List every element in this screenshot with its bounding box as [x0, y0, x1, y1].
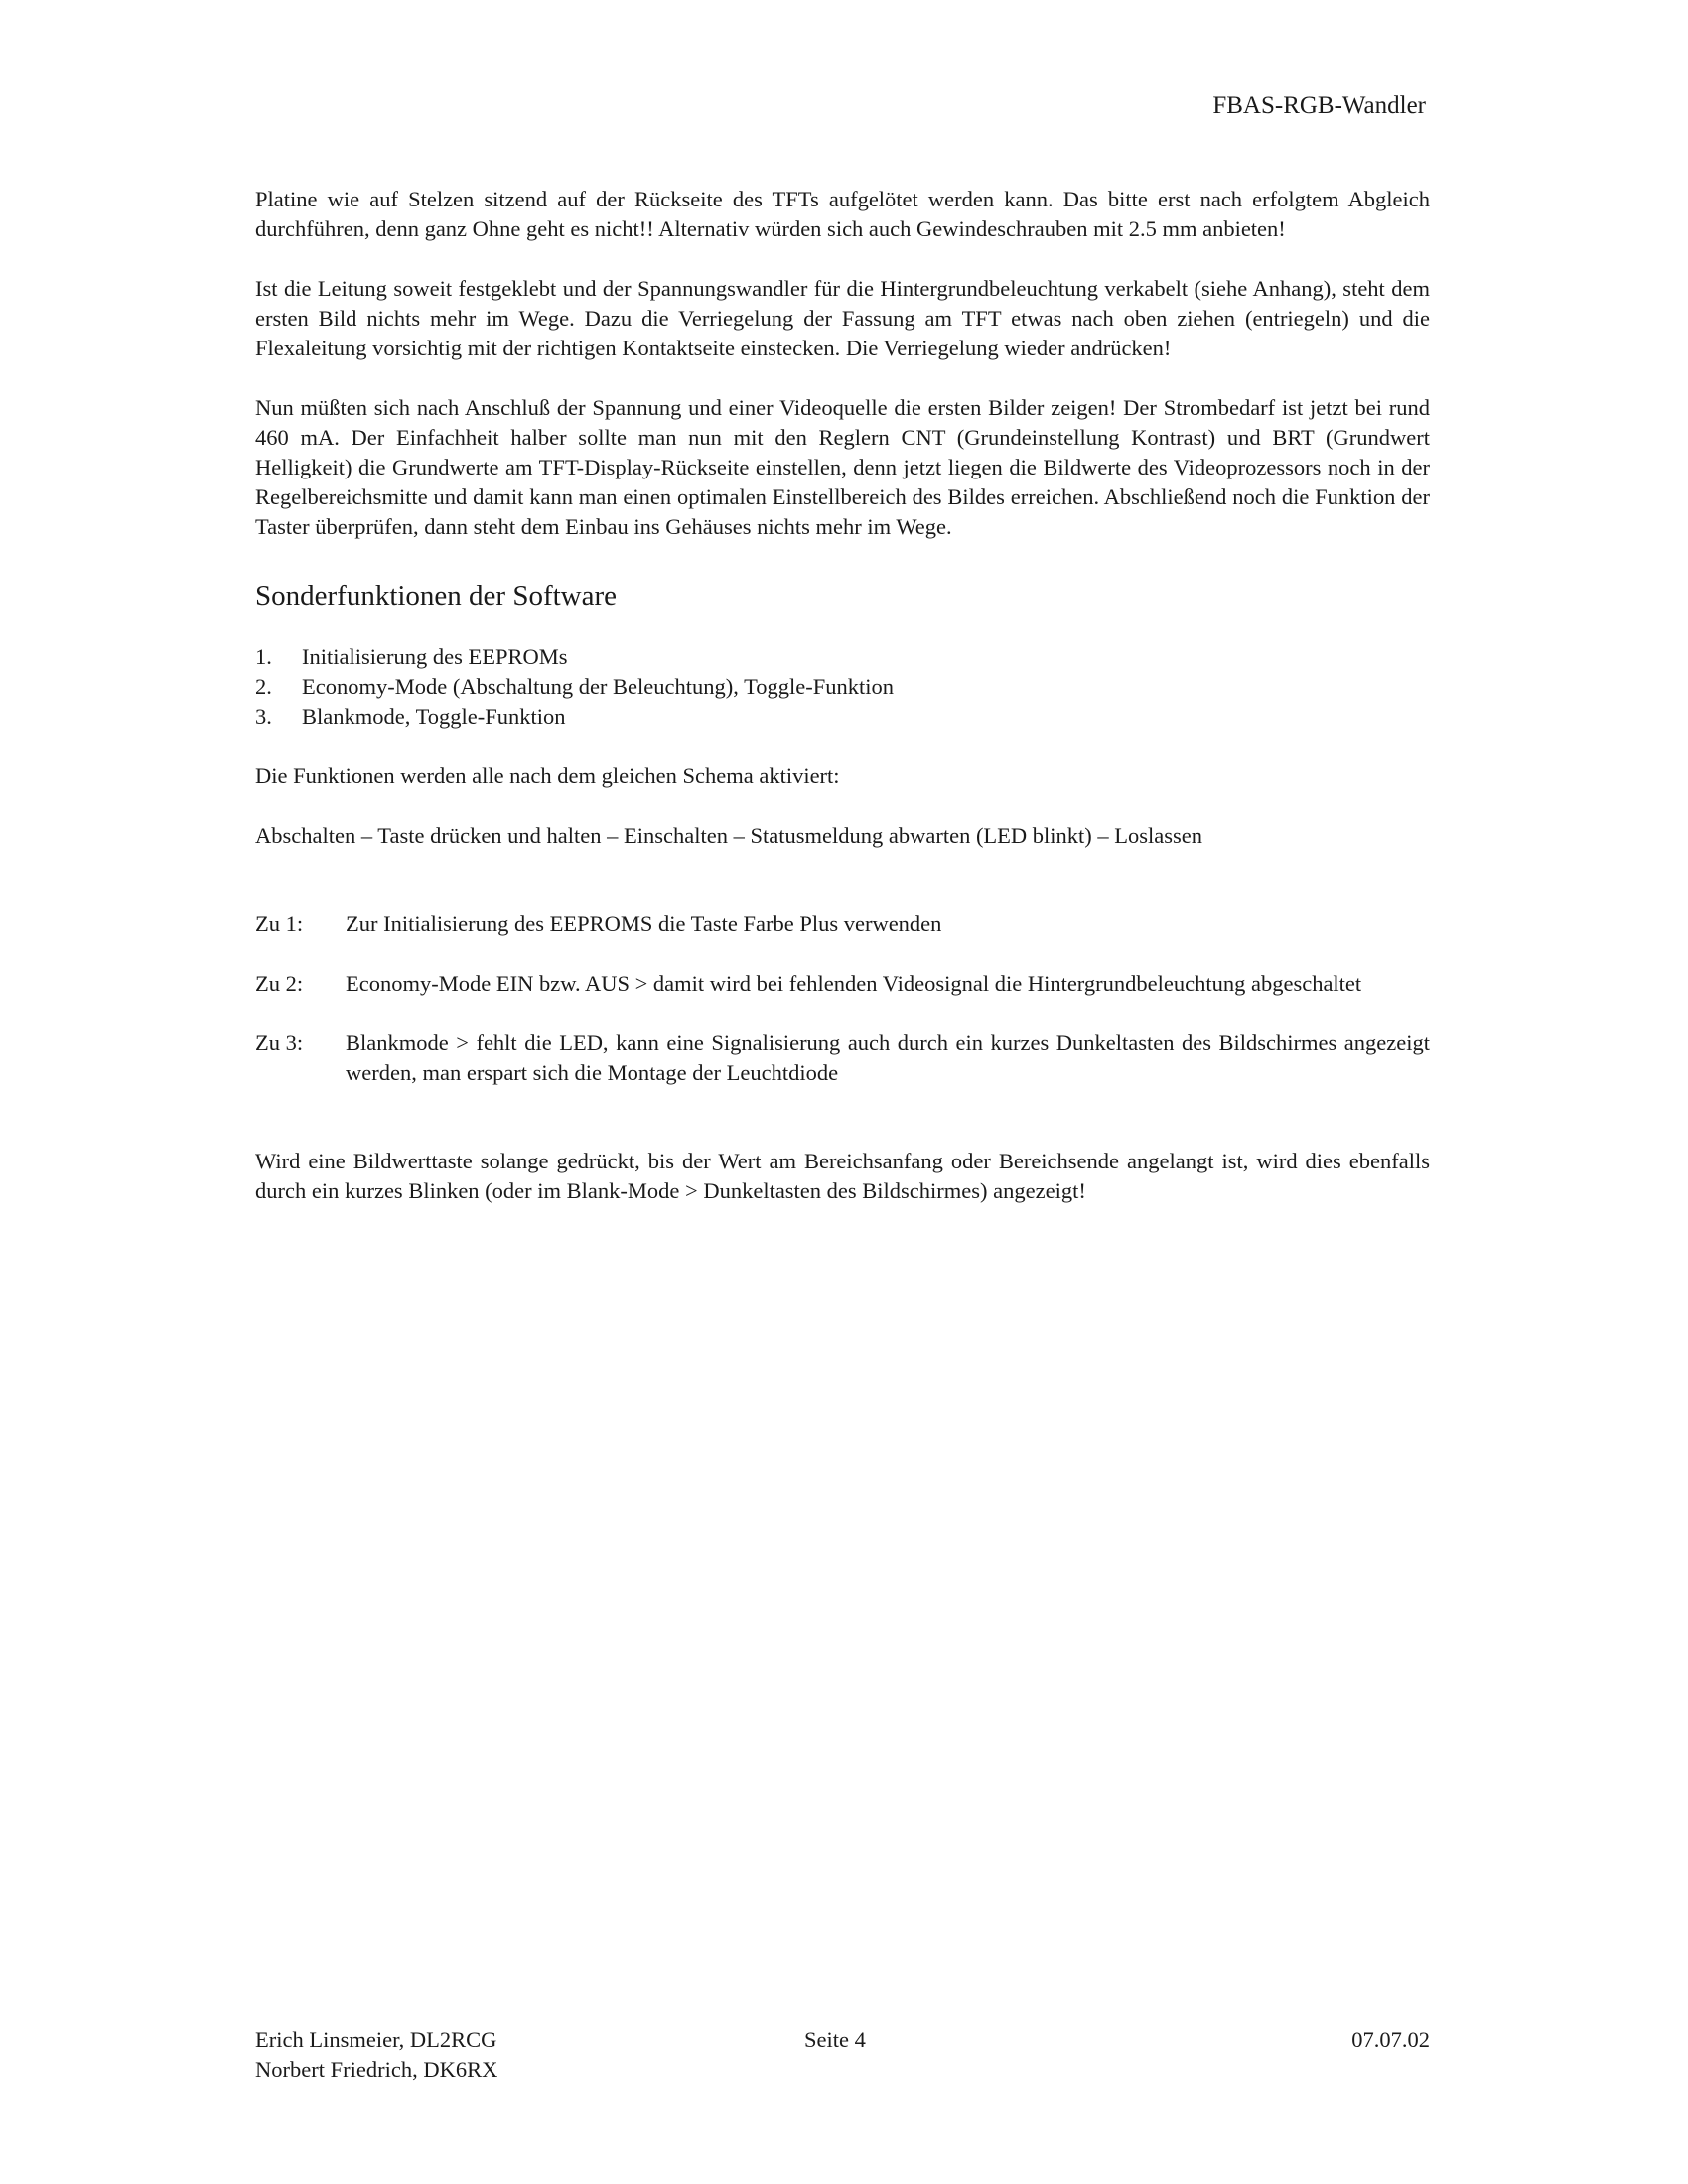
note-text: Economy-Mode EIN bzw. AUS > damit wird bei fehlenden Videosignal die Hintergrundbeleuchtung abgeschaltet — [346, 971, 1362, 996]
paragraph-mounting: Platine wie auf Stelzen sitzend auf der Rückseite des TFTs aufgelötet werden kann. Das bitte erst nach erfolgtem Abgleich durchführen, denn ganz Ohne geht es nicht!! Alternativ würden sich auch Gewindeschrauben mit 2.5 mm anbieten! — [255, 187, 1430, 241]
list-text: Initialisierung des EEPROMs — [302, 644, 568, 669]
note-item — [255, 1028, 1430, 1088]
footer-date: 07.07.02 — [1351, 2027, 1430, 2052]
list-item — [255, 672, 1430, 702]
list-number: 3. — [255, 704, 272, 729]
page-footer — [255, 2025, 1430, 2087]
list-item — [255, 642, 1430, 672]
function-list — [255, 642, 1430, 732]
page-header: FBAS-RGB-Wandler — [1212, 92, 1426, 119]
paragraph-power-adjustment: Nun müßten sich nach Anschluß der Spannung und einer Videoquelle die ersten Bilder zeigen! Der Strombedarf ist jetzt bei rund 460 mA. Der Einfachheit halber sollte man nun mit den Reglern CNT (Grundeinstellung Kontrast) und BRT (Grundwert Helligkeit) die Grundwerte am TFT-Display-Rückseite einstellen, denn jetzt liegen die Bildwerte des Videoprozessors noch in der Regelbereichsmitte und damit kann man einen optimalen Einstellbereich des Bildes erreichen. Abschließend noch die Funktion der Taster überprüfen, dann steht dem Einbau ins Gehäuses nichts mehr im Wege. — [255, 395, 1430, 539]
note-label: Zu 1: — [255, 911, 304, 936]
note-item — [255, 909, 1430, 939]
list-item — [255, 702, 1430, 732]
note-text: Blankmode > fehlt die LED, kann eine Signalisierung auch durch ein kurzes Dunkeltasten des Bildschirmes angezeigt werden, man erspart sich die Montage der Leuchtdiode — [346, 1030, 1430, 1085]
list-text: Blankmode, Toggle-Funktion — [302, 704, 566, 729]
footer-authors — [255, 2025, 497, 2085]
page-number: Seite 4 — [804, 2027, 866, 2052]
footer-author: Erich Linsmeier, DL2RCG — [255, 2027, 497, 2052]
section-heading: Sonderfunktionen der Software — [255, 580, 618, 612]
note-label: Zu 2: — [255, 971, 304, 996]
paragraph-closing: Wird eine Bildwerttaste solange gedrückt, bis der Wert am Bereichsanfang oder Bereichsende angelangt ist, wird dies ebenfalls durch ein kurzes Blinken (oder im Blank-Mode > Dunkeltasten des Bildschirmes) angezeigt! — [255, 1149, 1430, 1203]
activation-procedure: Abschalten – Taste drücken und halten – Einschalten – Statusmeldung abwarten (LED blinkt) – Loslassen — [255, 823, 1203, 848]
note-text: Zur Initialisierung des EEPROMS die Taste Farbe Plus verwenden — [346, 911, 942, 936]
list-number: 2. — [255, 674, 272, 699]
footer-author: Norbert Friedrich, DK6RX — [255, 2057, 498, 2082]
activation-intro: Die Funktionen werden alle nach dem gleichen Schema aktiviert: — [255, 763, 840, 788]
note-label: Zu 3: — [255, 1030, 304, 1055]
list-number: 1. — [255, 644, 272, 669]
note-item — [255, 969, 1430, 999]
list-text: Economy-Mode (Abschaltung der Beleuchtung), Toggle-Funktion — [302, 674, 895, 699]
document-body — [255, 185, 1430, 1236]
paragraph-first-image: Ist die Leitung soweit festgeklebt und der Spannungswandler für die Hintergrundbeleuchtung verkabelt (siehe Anhang), steht dem ersten Bild nichts mehr im Wege. Dazu die Verriegelung der Fassung am TFT etwas nach oben ziehen (entriegeln) und die Flexaleitung vorsichtig mit der richtigen Kontaktseite einstecken. Die Verriegelung wieder andrücken! — [255, 276, 1430, 360]
